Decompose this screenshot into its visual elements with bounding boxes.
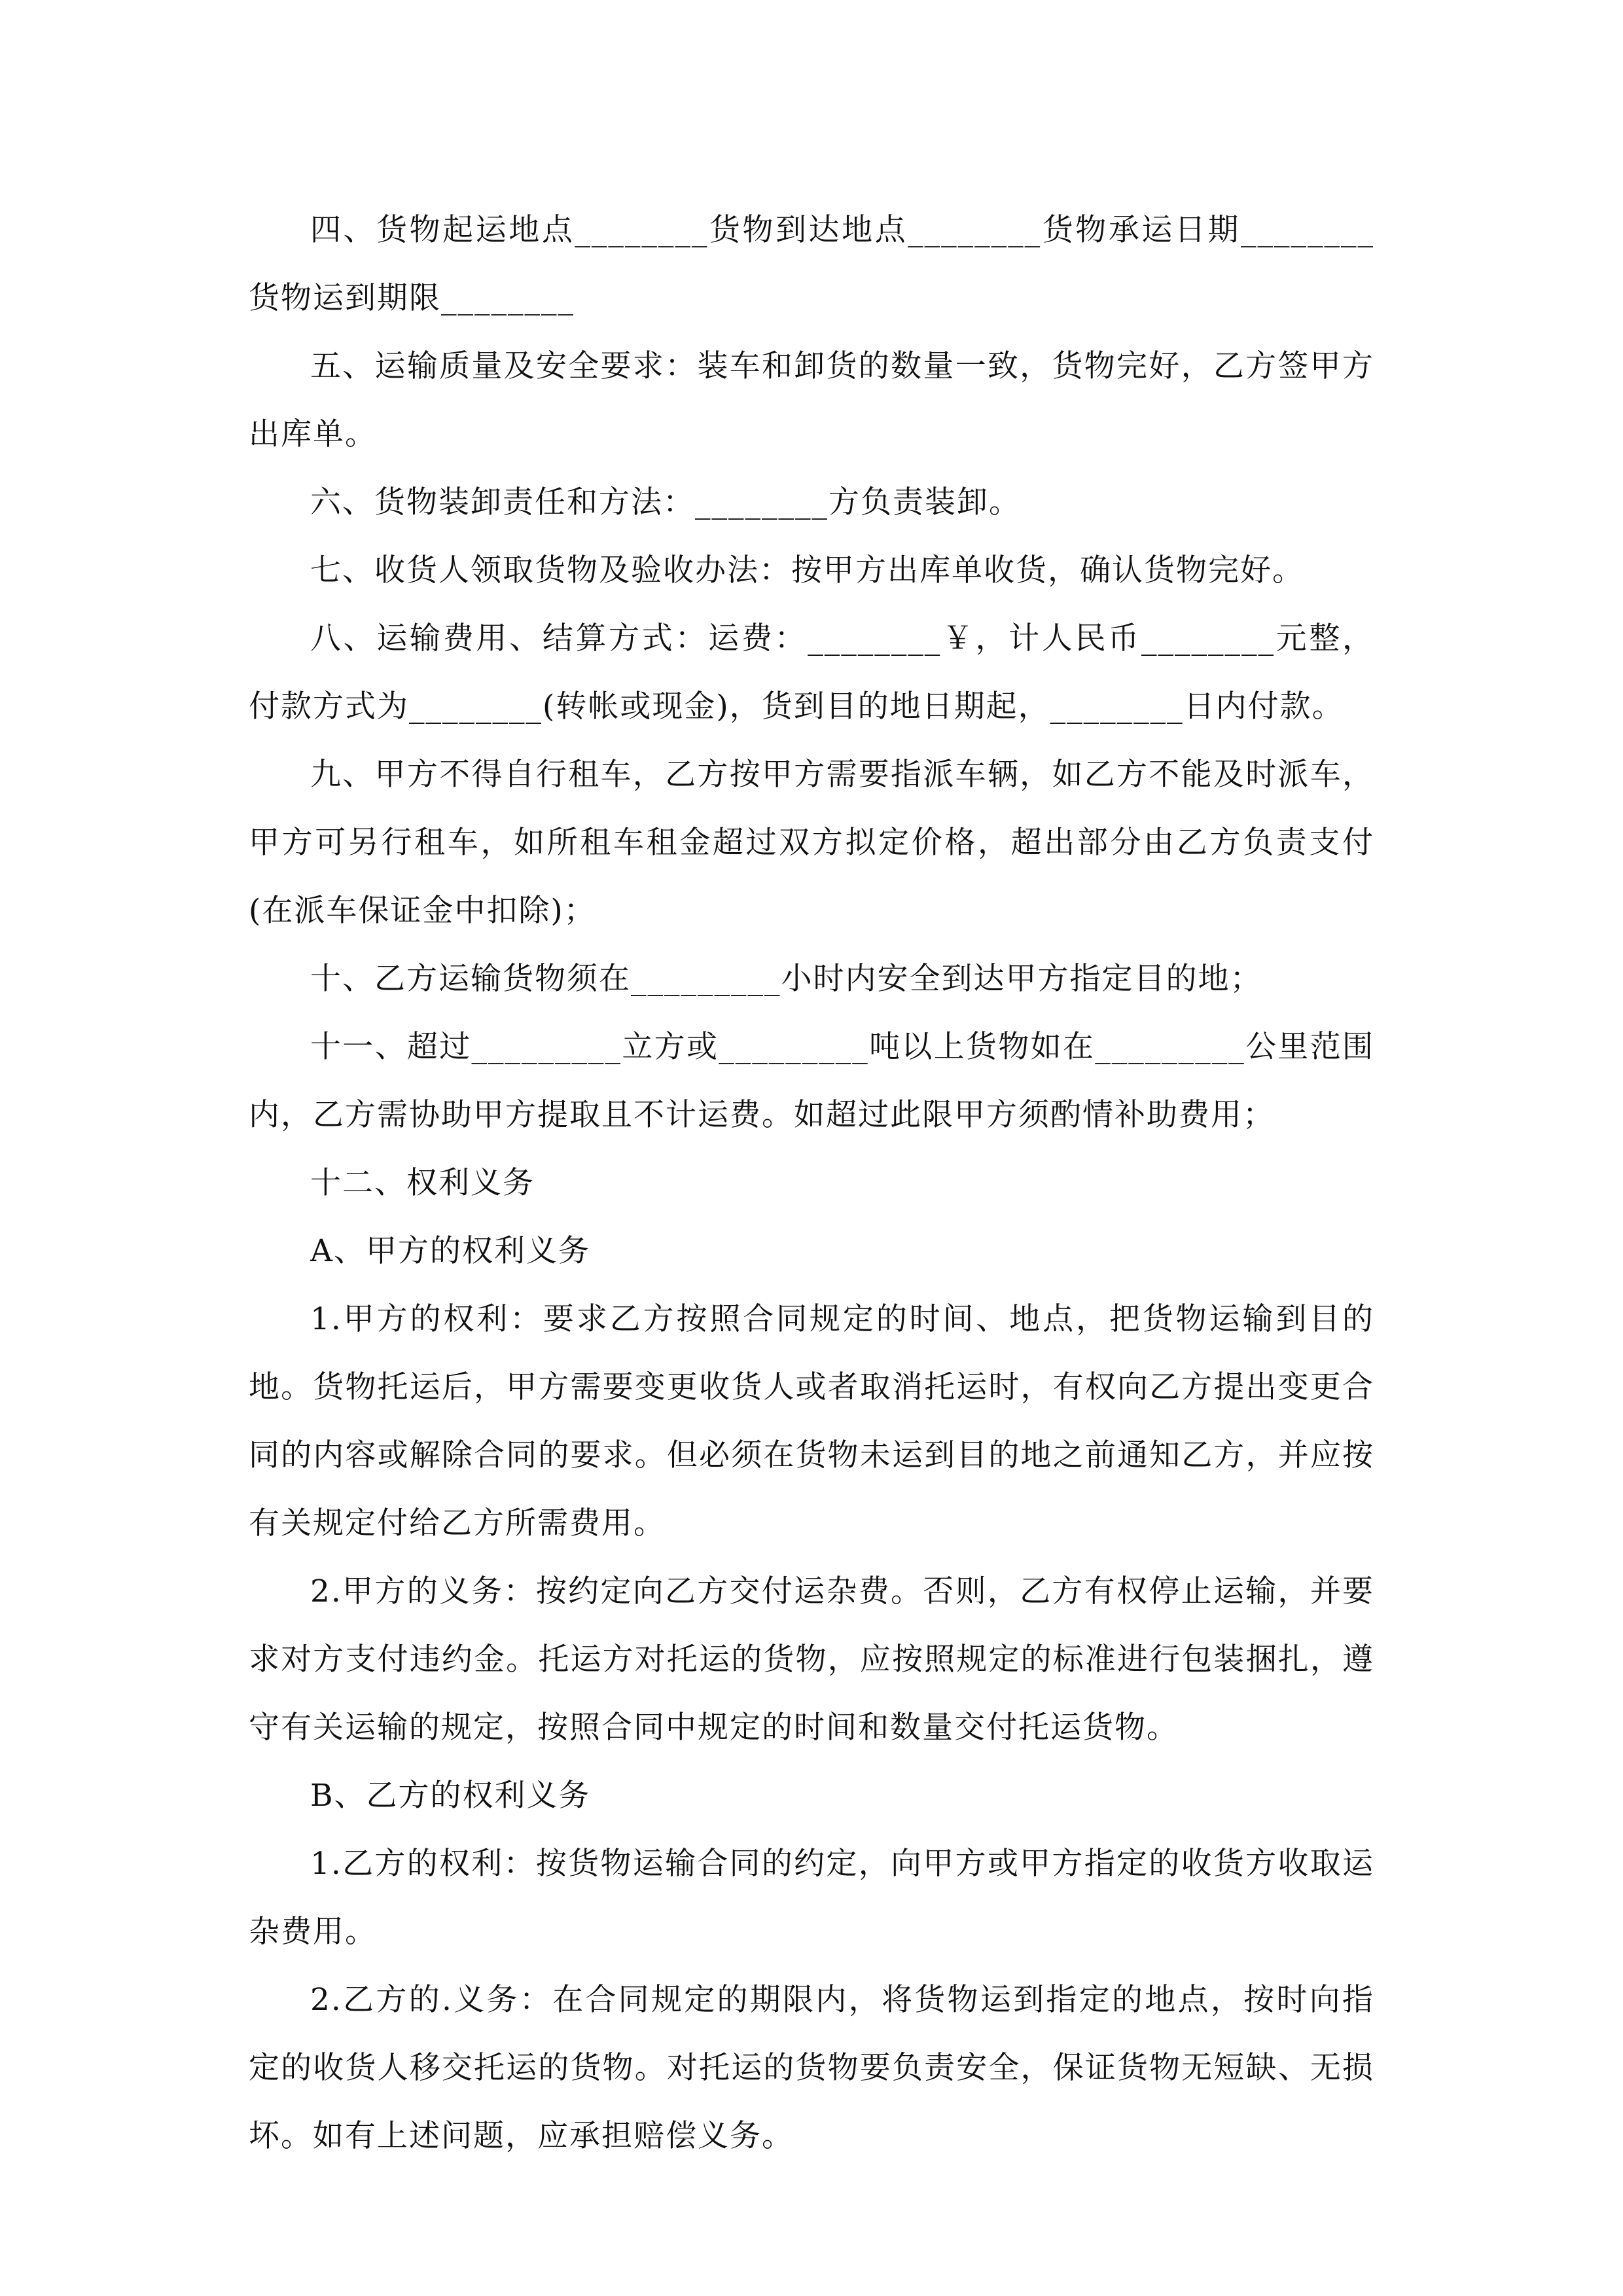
clause-8-fees-settlement: 八、运输费用、结算方式：运费：________￥，计人民币________元整，付款方式为________(转帐或现金)，货到目的地日期起，________日内付款。 <box>249 620 1374 725</box>
section-a-heading: A、甲方的权利义务 <box>310 1233 590 1269</box>
clause-7-receipt-inspection: 七、收货人领取货物及验收办法：按甲方出库单收货，确认货物完好。 <box>310 552 1304 588</box>
contract-page <box>249 196 1374 2170</box>
clause-12-heading: 十二、权利义务 <box>310 1165 535 1201</box>
party-a-rights: 1.甲方的权利：要求乙方按照合同规定的时间、地点，把货物运输到目的地。货物托运后，甲方需要变更收货人或者取消托运时，有权向乙方提出变更合同的内容或解除合同的要求。但必须在货物未运到目的地之前通知乙方，并应按有关规定付给乙方所需费用。 <box>249 1301 1374 1541</box>
clause-5-quality-safety: 五、运输质量及安全要求：装车和卸货的数量一致，货物完好，乙方签甲方出库单。 <box>249 348 1374 452</box>
clause-4-shipping-locations-dates: 四、货物起运地点________货物到达地点________货物承运日期________货物运到期限________ <box>249 212 1374 316</box>
clause-11-volume-limit: 十一、超过_________立方或_________吨以上货物如在_________公里范围内，乙方需协助甲方提取且不计运费。如超过此限甲方须酌情补助费用； <box>249 1029 1374 1133</box>
party-a-obligations: 2.甲方的义务：按约定向乙方交付运杂费。否则，乙方有权停止运输，并要求对方支付违约金。托运方对托运的货物，应按照规定的标准进行包装捆扎，遵守有关运输的规定，按照合同中规定的时间和数量交付托运货物。 <box>249 1573 1374 1746</box>
party-b-rights: 1.乙方的权利：按货物运输合同的约定，向甲方或甲方指定的收货方收取运杂费用。 <box>249 1846 1374 1950</box>
section-b-heading: B、乙方的权利义务 <box>310 1778 591 1814</box>
clause-6-loading-responsibility: 六、货物装卸责任和方法：________方负责装卸。 <box>310 484 1021 520</box>
clause-10-delivery-time: 十、乙方运输货物须在_________小时内安全到达甲方指定目的地； <box>310 961 1262 997</box>
clause-9-vehicle-rental: 九、甲方不得自行租车，乙方按甲方需要指派车辆，如乙方不能及时派车，甲方可另行租车，如所租车租金超过双方拟定价格，超出部分由乙方负责支付(在派车保证金中扣除)； <box>249 757 1374 929</box>
party-b-obligations: 2.乙方的.义务：在合同规定的期限内，将货物运到指定的地点，按时向指定的收货人移交托运的货物。对托运的货物要负责安全，保证货物无短缺、无损坏。如有上述问题，应承担赔偿义务。 <box>249 1982 1374 2154</box>
